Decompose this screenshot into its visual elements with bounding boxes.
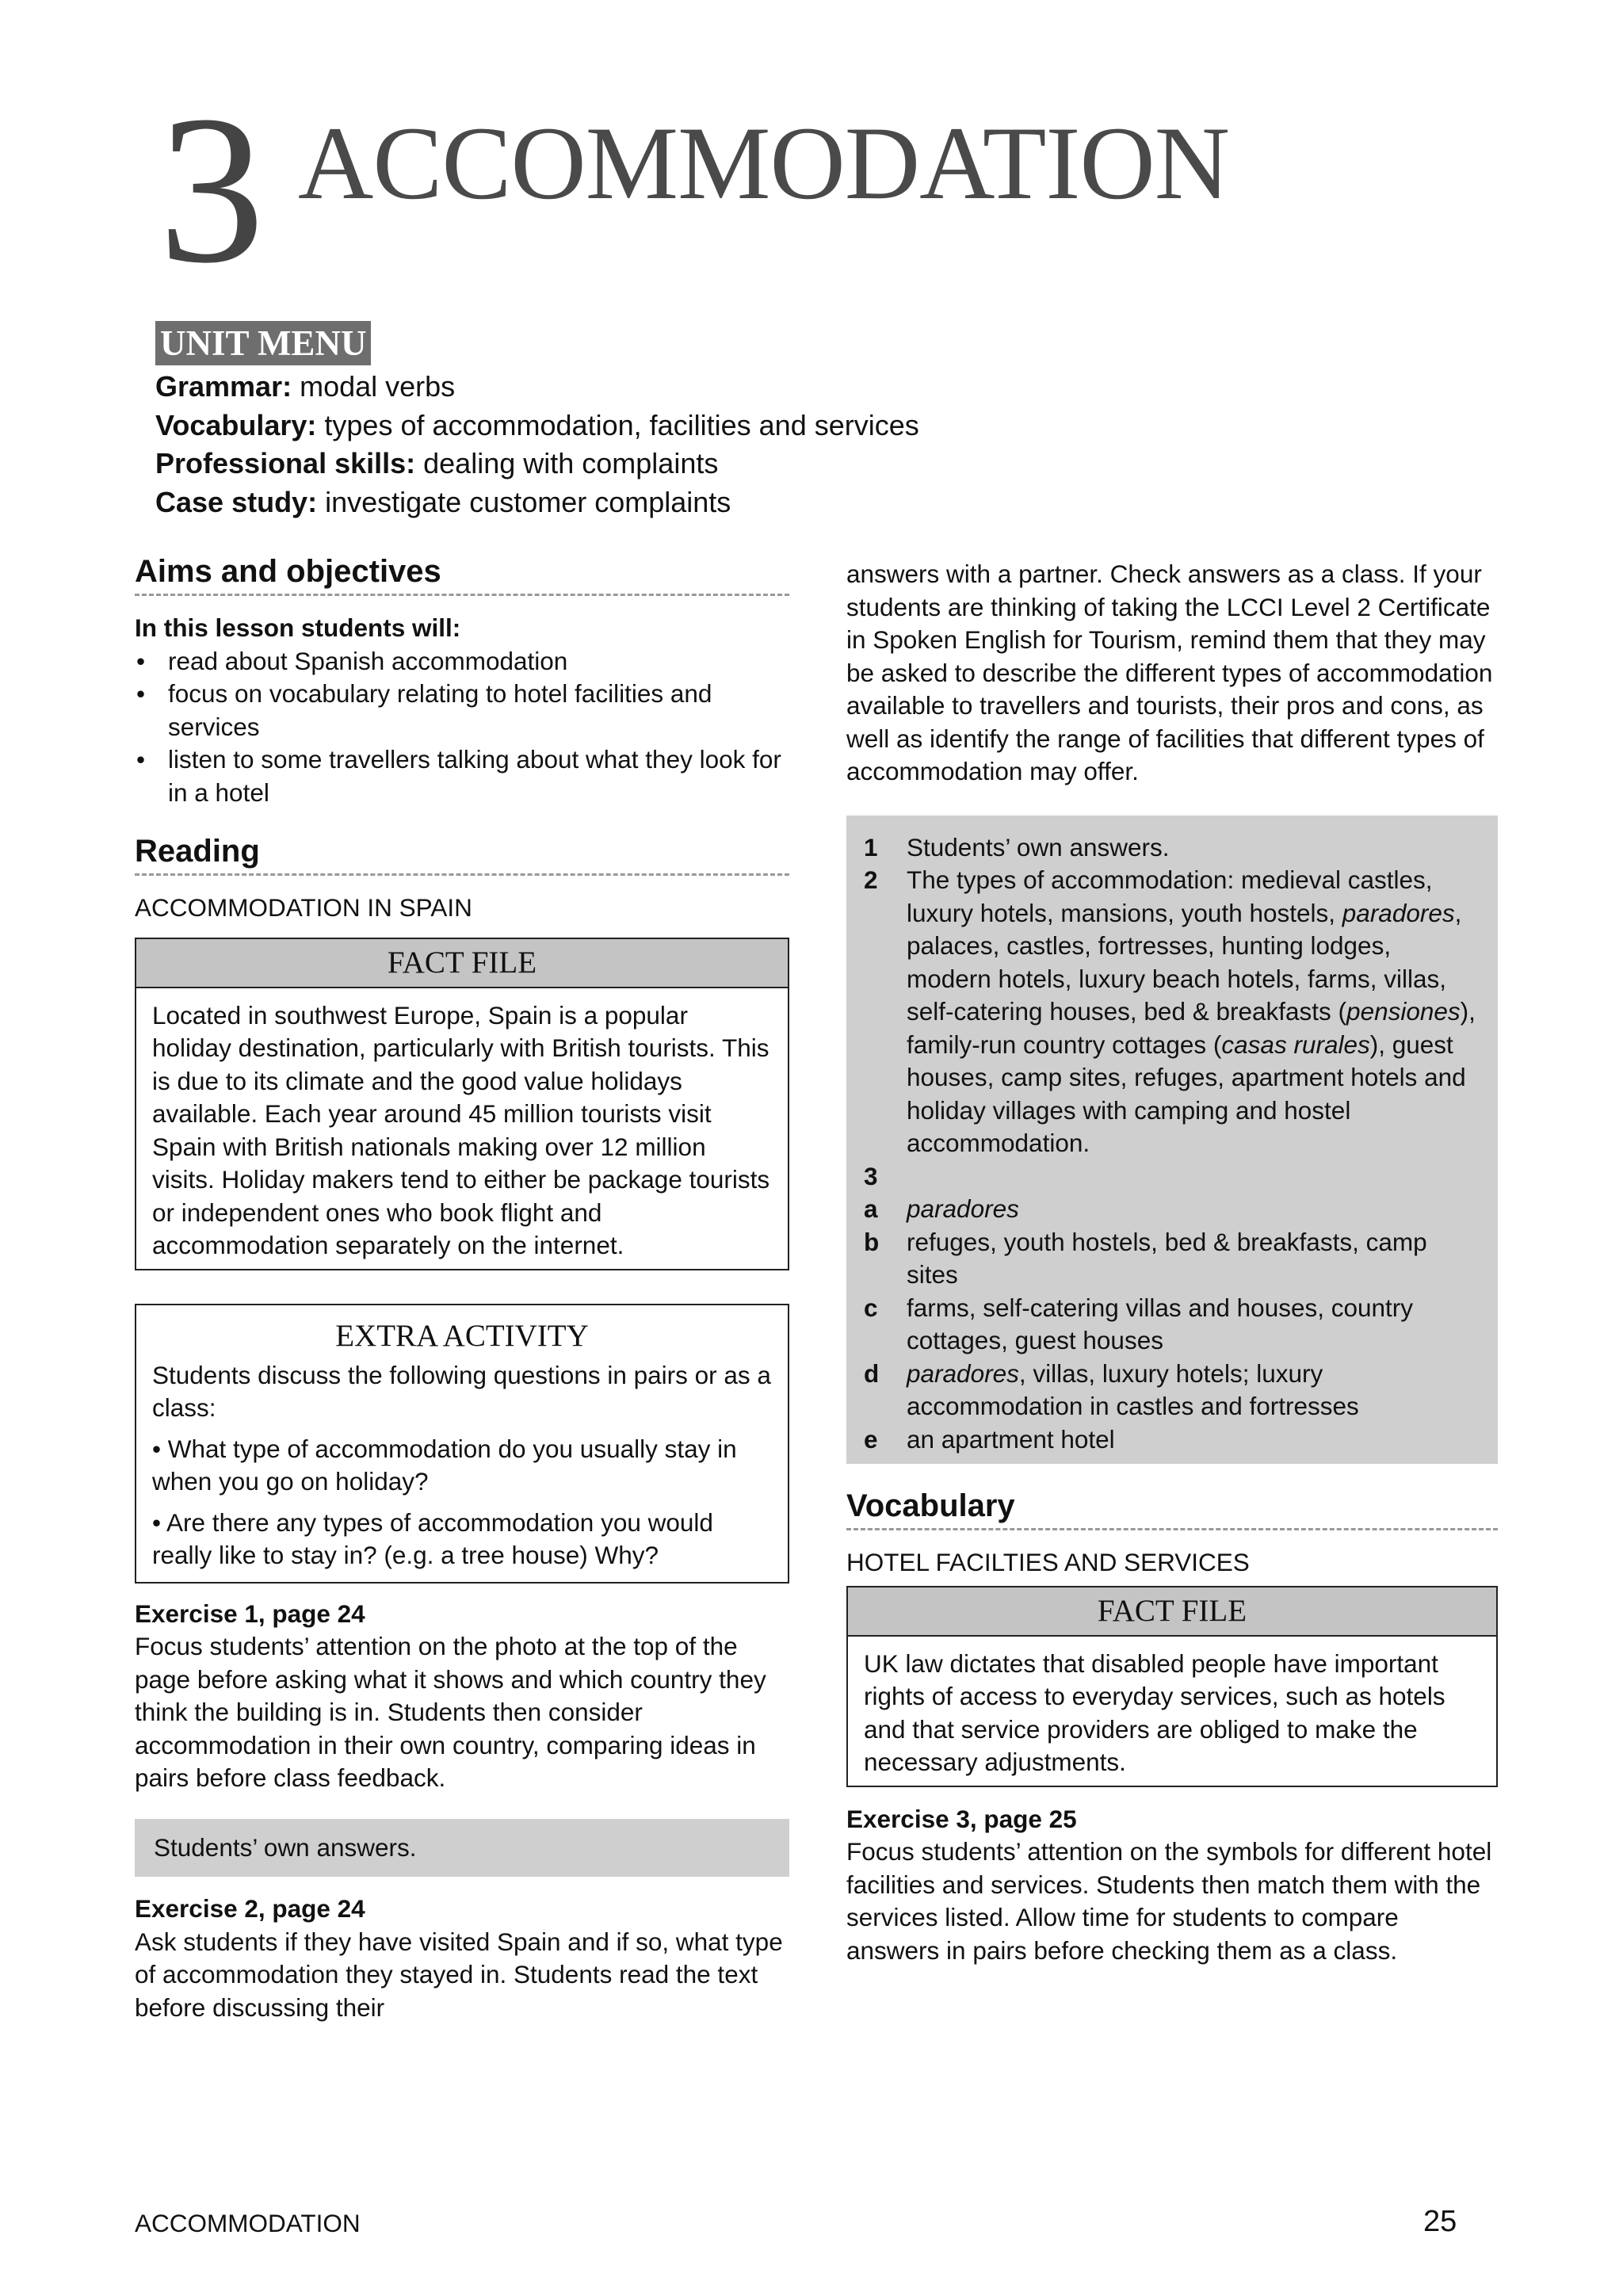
footer-unit-name: ACCOMMODATION <box>135 2209 361 2237</box>
vocabulary-subheading: HOTEL FACILTIES AND SERVICES <box>846 1548 1250 1576</box>
extra-activity-question: • Are there any types of accommodation you would really like to stay in? (e.g. a tree house) Why? <box>152 1507 713 1569</box>
continued-text: answers with a partner. Check answers as a class. If your students are thinking of taking the LCCI Level 2 Certificate in Spoken English for Tourism, remind them that they may be asked to describe the different types of accommodation available to travellers and tourists, their pros and cons, as well as identify the range of facilities that different types of accommodation may offer. <box>846 560 1493 785</box>
exercise2-text: Ask students if they have visited Spain and if so, what type of accommodation they stayed in. Students read the text before discussing their <box>135 1927 783 2022</box>
unit-menu-item: Vocabulary: types of accommodation, facilities and services <box>155 408 919 441</box>
unit-menu-label: UNIT MENU <box>155 321 371 365</box>
fact-file-title: FACT FILE <box>848 1587 1496 1637</box>
aims-intro: In this lesson students will: <box>135 613 461 642</box>
unit-menu-item: Professional skills: dealing with complaints <box>155 447 719 480</box>
list-item: • focus on vocabulary relating to hotel facilities and services <box>135 678 789 743</box>
extra-activity-question: • What type of accommodation do you usually stay in when you go on holiday? <box>152 1434 737 1496</box>
exercise1-answer: Students’ own answers. <box>154 1832 417 1862</box>
exercise3-heading: Exercise 3, page 25 <box>846 1804 1077 1833</box>
vocabulary-heading: Vocabulary <box>846 1488 1498 1530</box>
exercise1-answer-box <box>135 1819 789 1878</box>
answer-row: a paradores <box>864 1194 1019 1223</box>
answer-row: d paradores, villas, luxury hotels; luxury accommodation in castles and fortresses <box>864 1358 1359 1420</box>
unit-menu-list <box>155 368 919 522</box>
exercise2-heading: Exercise 2, page 24 <box>135 1894 365 1923</box>
answer-row: b refuges, youth hostels, bed & breakfasts, camp sites <box>864 1227 1427 1289</box>
answer-key-box <box>846 816 1498 1465</box>
fact-file-uk-law <box>846 1586 1498 1787</box>
extra-activity-title: EXTRA ACTIVITY <box>335 1318 589 1353</box>
answer-row: 1 Students’ own answers. <box>864 832 1170 861</box>
fact-file-spain <box>135 938 789 1270</box>
answer-row: c farms, self-catering villas and houses, country cottages, guest houses <box>864 1293 1414 1354</box>
left-column <box>135 553 789 2024</box>
aims-heading: Aims and objectives <box>135 553 789 596</box>
reading-subheading: ACCOMMODATION IN SPAIN <box>135 893 472 922</box>
unit-menu-item: Grammar: modal verbs <box>155 370 456 403</box>
list-item: • read about Spanish accommodation <box>135 645 789 678</box>
answer-row: e an apartment hotel <box>864 1424 1115 1454</box>
list-item: • listen to some travellers talking about what they look for in a hotel <box>135 743 789 809</box>
unit-title: ACCOMMODATION <box>298 105 1230 221</box>
fact-file-text: UK law dictates that disabled people have important rights of access to everyday services, such as hotels and that service providers are obliged to make the necessary adjustments. <box>864 1648 1445 1776</box>
exercise1-text: Focus students’ attention on the photo at the top of the page before asking what it shows and which country they think the building is in. Students then consider accommodation in their own country, comparing ideas in pairs before class feedback. <box>135 1632 766 1792</box>
aims-list <box>135 645 789 810</box>
page-number: 25 <box>1423 2205 1457 2238</box>
fact-file-title: FACT FILE <box>136 939 788 988</box>
exercise3-text: Focus students’ attention on the symbols for different hotel facilities and services. Students then match them with the services listed. Allow time for students to compare answers in pairs before checking them as a class. <box>846 1837 1492 1965</box>
answer-row: 2 The types of accommodation: medieval castles, luxury hotels, mansions, youth hostels, paradores, palaces, castles, fortresses, hunting lodges, modern hotels, luxury beach hotels, farms, villas, self-catering houses, bed & breakfasts (pensiones), family-run country cottages (casas rurales), guest houses, camp sites, refuges, apartment hotels and holiday villages with camping and hostel accommodation. <box>864 865 1476 1157</box>
extra-activity-intro: Students discuss the following questions in pairs or as a class: <box>152 1360 771 1422</box>
exercise1-heading: Exercise 1, page 24 <box>135 1599 365 1628</box>
extra-activity-box <box>135 1304 789 1584</box>
right-column <box>846 558 1498 1967</box>
unit-number: 3 <box>158 71 265 307</box>
unit-menu-item: Case study: investigate customer complaints <box>155 486 731 519</box>
reading-heading: Reading <box>135 833 789 876</box>
fact-file-text: Located in southwest Europe, Spain is a popular holiday destination, particularly with British tourists. This is due to its climate and the good value holidays available. Each year around 45 million tourists visit Spain with British nationals making over 12 million visits. Holiday makers tend to either be package tourists or independent ones who book flight and accommodation separately on the internet. <box>152 1000 770 1259</box>
answer-row: 3 <box>864 1161 878 1190</box>
